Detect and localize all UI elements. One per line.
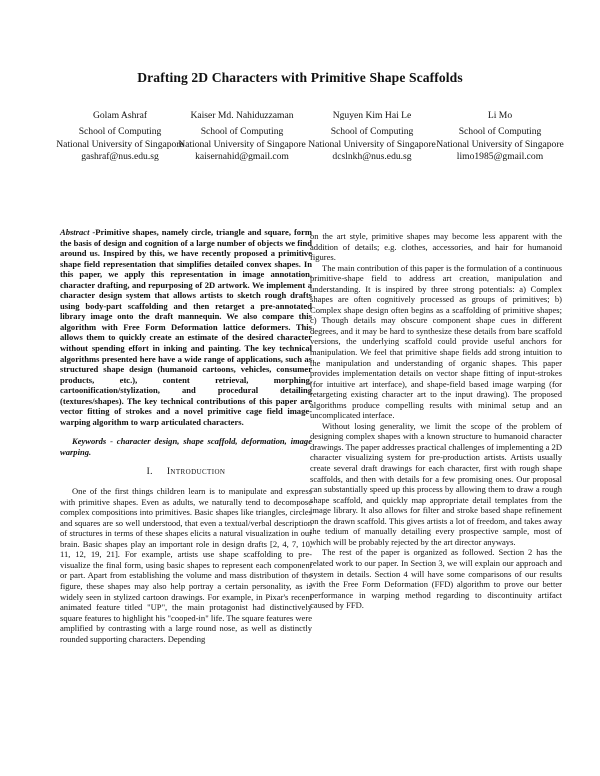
author-email: limo1985@gmail.com <box>456 151 544 163</box>
author-affiliation: School of Computing <box>458 126 542 138</box>
author-affiliation: School of Computing <box>330 126 414 138</box>
section-title: Introduction <box>166 467 226 478</box>
author-name: Kaiser Md. Nahiduzzaman <box>190 110 294 121</box>
author-name: Nguyen Kim Hai Le <box>332 110 412 121</box>
body-paragraph: The rest of the paper is organized as followed. Section 2 has the related work to our paper. In Section 3, we will explain our approach and system in details. Section 4 will have some comparisons of our results with the Free Form Deformation (FFD) algorithm to prove our better performance in warping method regarding to discontinuity artifact caused by FFD. <box>310 547 562 611</box>
right-column <box>310 231 562 611</box>
author-email: gashraf@nus.edu.sg <box>81 151 159 163</box>
body-paragraph: The main contribution of this paper is the formulation of a continuous primitive-shape field to address art creation, manipulation and understanding. It is inspired by three strong potentials: a) Complex shapes are often cognitively processed as groups of primitives; b) Complex shape design often begins as a scaffolding of primitive shapes; c) Though details may obscure component shape cues in different degrees, and it may be hard to synthesize these details from bare scaffold versions, the underlying scaffold could provide useful anchors for manipulation. We feel that primitive shape fields add strong intuition to the manipulation and understanding of organic shapes. This paper provides implementation details on vector shape fitting of input-strokes (for intuitive art interface), and shape-field based image warping (for retargeting existing character art to the input drawing). The proposed algorithms produce compelling results with minimal setup and an uncomplicated interface. <box>310 262 562 421</box>
author-institution: National University of Singapore <box>308 138 436 150</box>
author-block <box>56 110 566 180</box>
body-paragraph: One of the first things children learn is to manipulate and express with primitive shapes. Even as adults, we naturally tend to decompose complex compositions into primitives. Basic shapes like triangles, circles and squares are so well understood, that even a textual/verbal description of structures in terms of these shapes elicits a natural visualization in our brain. Basic shapes play an important role in design drafts [2, 4, 7, 10, 11, 12, 19, 21]. For example, artists use shape scaffolding to pre-visualize the final form, using basic shapes to represent each component or part. Apart from establishing the volume and mass distribution of the figure, these shapes may also help portray a certain personality, as is widely seen in stylized cartoon drawings. For example, in Pixar's recent animated feature titled "UP", the main protagonist had distinctively square features to highlight his "cooped-in" life. The square features were amplified by contrasting with a large round nose, as well as distinctly rounded supporting characters. Depending <box>60 486 312 644</box>
keywords: Keywords - character design, shape scaffold, deformation, image warping. <box>60 436 312 457</box>
author-2 <box>178 110 306 164</box>
paper-title: Drafting 2D Characters with Primitive Shape Scaffolds <box>137 70 463 85</box>
author-affiliation: School of Computing <box>200 126 284 138</box>
section-heading <box>60 467 312 478</box>
body-paragraph: on the art style, primitive shapes may become less apparent with the addition of details; e.g. clothes, accessories, and hair for humanoid figures. <box>310 231 562 263</box>
author-1 <box>56 110 184 164</box>
author-email: dcslnkh@nus.edu.sg <box>332 151 412 163</box>
author-institution: National University of Singapore <box>436 138 564 150</box>
author-institution: National University of Singapore <box>56 138 184 150</box>
author-affiliation: School of Computing <box>78 126 162 138</box>
left-column <box>60 227 312 644</box>
author-name: Li Mo <box>487 110 513 121</box>
author-name: Golam Ashraf <box>92 110 148 121</box>
abstract-text: -Primitive shapes, namely circle, triangle and square, form the basis of design and cognition of a large number of objects we find around us. Inspired by this, we have recently proposed a primitive shape field representation that simplifies detailed convex shapes. In this paper, we apply this representation in image annotation, character drafting, and repurposing of 2D artwork. We implement a character design system that allows artists to sketch rough drafts using body-part scaffolding and then retarget a pre-annotated library image onto the draft mannequin. We also compare this algorithm with Free Form Deformation lattice deformers. This allows them to quickly create an estimate of the desired character without spending effort in inking and painting. The key technical algorithms presented here have a wide range of applications, such as structured shape design (humanoid cartoons, vehicles, consumer products, etc.), content retrieval, morphing, cartoonification/stylization, and procedural detailing (textures/shapes). The key technical contributions of this paper are vector fitting of strokes and a novel primitive cage field image-warping algorithm to warp articulated characters. <box>60 227 312 427</box>
abstract-label: Abstract <box>60 227 90 237</box>
author-institution: National University of Singapore <box>178 138 306 150</box>
body-paragraph: Without losing generality, we limit the scope of the problem of designing complex shapes with a known structure to humanoid character drawings. The paper addresses practical challenges of implementing a 2D character visualizing system for pre-production artists. Artists usually create several draft drawings for each character, first with rough shape scaffolds, and then with details for a few promising ones. Our proposal can substantially speed up this process by allowing them to draw a rough shape scaffold, and quickly map appropriate detail templates from the image library. It also allows for filter and stroke based shape refinement on the drawn scaffold. This gives artists a lot of freedom, and takes away the tedium of manually detailing every prospective sample, most of which will be probably rejected by the art director anyways. <box>310 420 562 547</box>
section-number: I. <box>146 467 153 478</box>
author-3 <box>308 110 436 164</box>
author-4 <box>436 110 564 164</box>
abstract <box>60 227 312 427</box>
author-email: kaisernahid@gmail.com <box>195 151 289 163</box>
